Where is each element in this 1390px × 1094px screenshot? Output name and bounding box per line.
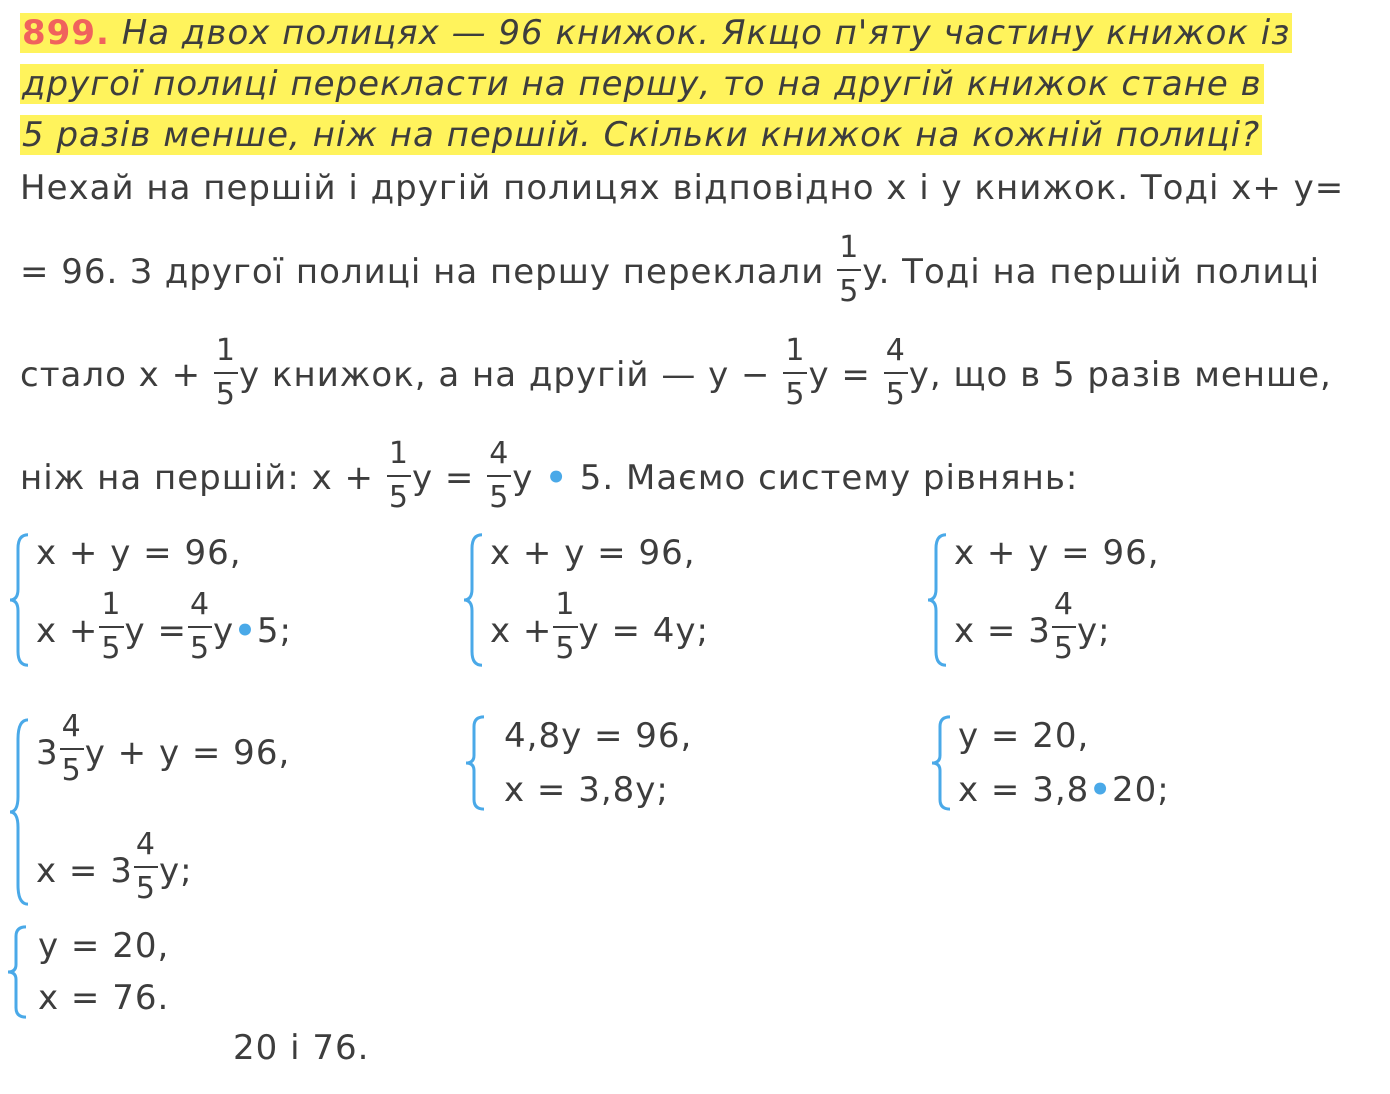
system-5-row-1: 4,8y = 96, bbox=[504, 716, 693, 756]
left-brace-icon bbox=[464, 715, 486, 811]
equation-system-5 bbox=[464, 715, 692, 811]
solution-text-4c: y bbox=[512, 458, 546, 498]
solution-text-2b: y. Тоді на першій полиці bbox=[862, 252, 1321, 292]
equation-system-7 bbox=[6, 925, 169, 1019]
system-7-row-2: x = 76. bbox=[38, 978, 170, 1018]
problem-text-1: На двох полицях — 96 книжок. Якщо п'яту частину книжок із bbox=[109, 13, 1291, 53]
problem-number: 899. bbox=[22, 13, 110, 53]
fraction-four-fifths: $\frac{4}{5}$ bbox=[489, 435, 510, 515]
system-3-row-2: x = 3 $\frac{4}{5}$ y; bbox=[954, 587, 1111, 666]
fraction-one-fifth: $\frac{1}{5}$ bbox=[388, 435, 409, 515]
solution-text-3c: y = bbox=[808, 355, 883, 395]
fraction-one-fifth: $\frac{1}{5}$ bbox=[785, 332, 806, 412]
solution-line-3 bbox=[20, 330, 1332, 420]
fraction-four-fifths: $\frac{4}{5}$ bbox=[135, 827, 156, 906]
system-6-row-1: y = 20, bbox=[958, 716, 1090, 756]
multiplication-dot: • bbox=[1089, 770, 1113, 810]
system-1-row-2: x + $\frac{1}{5}$ y = $\frac{4}{5}$ y • 5; bbox=[36, 587, 292, 666]
solution-line-2 bbox=[20, 227, 1320, 317]
fraction-four-fifths: $\frac{4}{5}$ bbox=[189, 587, 211, 666]
problem-line-1 bbox=[20, 12, 1292, 54]
system-2-row-1: x + y = 96, bbox=[490, 533, 696, 573]
system-2-row-2: x + $\frac{1}{5}$ y = 4y; bbox=[490, 587, 709, 666]
equation-system-3 bbox=[926, 532, 1160, 668]
fraction-one-fifth: $\frac{1}{5}$ bbox=[215, 332, 236, 412]
system-7-row-1: y = 20, bbox=[38, 926, 170, 966]
fraction-one-fifth: $\frac{1}{5}$ bbox=[101, 587, 122, 666]
answer-text: 20 і 76. bbox=[233, 1028, 370, 1068]
left-brace-icon bbox=[8, 532, 30, 668]
solution-text-3b: y книжок, а на другій — y − bbox=[239, 355, 783, 395]
problem-text-3: 5 разів менше, ніж на першій. Скільки книжок на кожній полиці? bbox=[22, 115, 1261, 155]
equation-system-4 bbox=[8, 709, 291, 908]
equation-system-6 bbox=[930, 715, 1170, 811]
system-5-row-2: x = 3,8y; bbox=[504, 770, 669, 810]
solution-text-4a: ніж на першій: x + bbox=[20, 458, 386, 498]
solution-line-1 bbox=[20, 167, 1344, 209]
fraction-four-fifths: $\frac{4}{5}$ bbox=[1053, 587, 1074, 666]
fraction-four-fifths: $\frac{4}{5}$ bbox=[61, 709, 82, 788]
solution-text-4d: 5. Маємо систему рівнянь: bbox=[567, 458, 1079, 498]
left-brace-icon bbox=[8, 716, 30, 908]
multiplication-dot: • bbox=[234, 611, 257, 651]
equation-system-2 bbox=[462, 532, 709, 668]
system-4-row-2: x = 3 $\frac{4}{5}$ y; bbox=[36, 827, 193, 906]
fraction-one-fifth: $\frac{1}{5}$ bbox=[555, 587, 576, 666]
system-3-row-1: x + y = 96, bbox=[954, 533, 1160, 573]
solution-text-3d: y, що в 5 разів менше, bbox=[908, 355, 1332, 395]
equation-system-1 bbox=[8, 532, 292, 668]
problem-line-2 bbox=[20, 63, 1264, 105]
left-brace-icon bbox=[930, 715, 952, 811]
solution-text-4b: y = bbox=[411, 458, 487, 498]
problem-line-3 bbox=[20, 114, 1262, 156]
left-brace-icon bbox=[462, 532, 484, 668]
solution-text-3a: стало x + bbox=[20, 355, 213, 395]
problem-text-2: другої полиці перекласти на першу, то на другій книжок стане в bbox=[22, 64, 1262, 104]
solution-text-1: Нехай на першій і другій полицях відповідно x і y книжок. Тоді x+ y= bbox=[20, 168, 1345, 208]
system-6-row-2: x = 3,8 • 20; bbox=[958, 770, 1170, 810]
solution-text-2a: = 96. З другої полиці на першу переклали bbox=[20, 252, 837, 292]
system-1-row-1: x + y = 96, bbox=[36, 533, 242, 573]
fraction-one-fifth: $\frac{1}{5}$ bbox=[839, 229, 860, 309]
left-brace-icon bbox=[6, 925, 28, 1019]
fraction-four-fifths: $\frac{4}{5}$ bbox=[885, 332, 906, 412]
system-4-row-1: 3 $\frac{4}{5}$ y + y = 96, bbox=[36, 709, 291, 788]
left-brace-icon bbox=[926, 532, 948, 668]
multiplication-dot: • bbox=[545, 458, 568, 498]
solution-line-4 bbox=[20, 433, 1078, 523]
